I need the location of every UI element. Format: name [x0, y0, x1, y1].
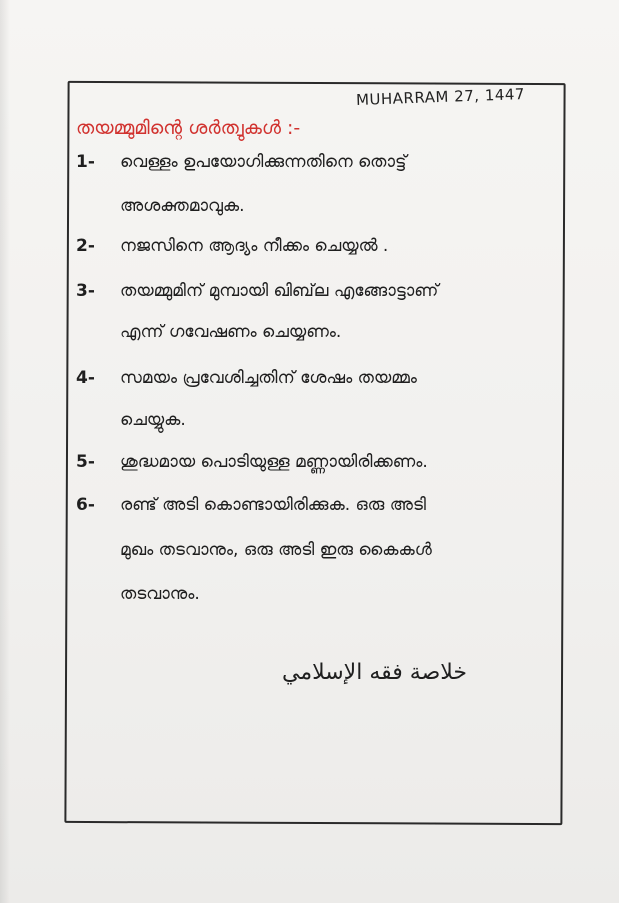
condition-item-1-continued: അശക്തമാവുക. [120, 196, 245, 216]
condition-item-3-continued: എന്ന് ഗവേഷണം ചെയ്യണം. [120, 322, 342, 342]
item-text: തയമ്മുമിന് മുമ്പായി ഖിബ്‌ല എങ്ങോട്ടാണ് [120, 281, 439, 301]
source-citation: خلاصة فقه الإسلامي [282, 660, 467, 685]
condition-item-6 [76, 495, 426, 515]
item-text: വെള്ളം ഉപയോഗിക്കുന്നതിനെ തൊട്ട് [120, 152, 407, 172]
condition-item-4-continued: ചെയ്യുക. [120, 410, 186, 430]
item-number: 6- [76, 495, 95, 515]
item-text: നജസിനെ ആദ്യം നീക്കം ചെയ്യൽ . [120, 236, 389, 256]
note-heading: തയമ്മുമിന്റെ ശർത്വുകൾ :- [76, 117, 301, 139]
condition-item-1 [76, 152, 406, 172]
item-text: സമയം പ്രവേശിച്ചതിന് ശേഷം തയമ്മം [120, 368, 417, 388]
item-number: 2- [76, 236, 95, 256]
condition-item-2 [76, 236, 388, 256]
item-text: രണ്ട് അടി കൊണ്ടായിരിക്കുക. ഒരു അടി [120, 495, 426, 515]
condition-item-5 [76, 452, 428, 472]
item-text: ശുദ്ധമായ പൊടിയുള്ള മണ്ണായിരിക്കണം. [120, 452, 428, 472]
item-number: 4- [76, 368, 95, 388]
item-number: 1- [76, 152, 95, 172]
item-number: 3- [76, 281, 95, 301]
item-number: 5- [76, 452, 95, 472]
date-label: MUHARRAM 27, 1447 [355, 85, 526, 109]
condition-item-6-continued-2: തടവാനും. [120, 584, 200, 604]
condition-item-6-continued-1: മുഖം തടവാനും, ഒരു അടി ഇരു കൈകൾ [120, 540, 432, 560]
condition-item-3 [76, 281, 438, 301]
condition-item-4 [76, 368, 417, 388]
page-edge-shadow [0, 0, 10, 903]
